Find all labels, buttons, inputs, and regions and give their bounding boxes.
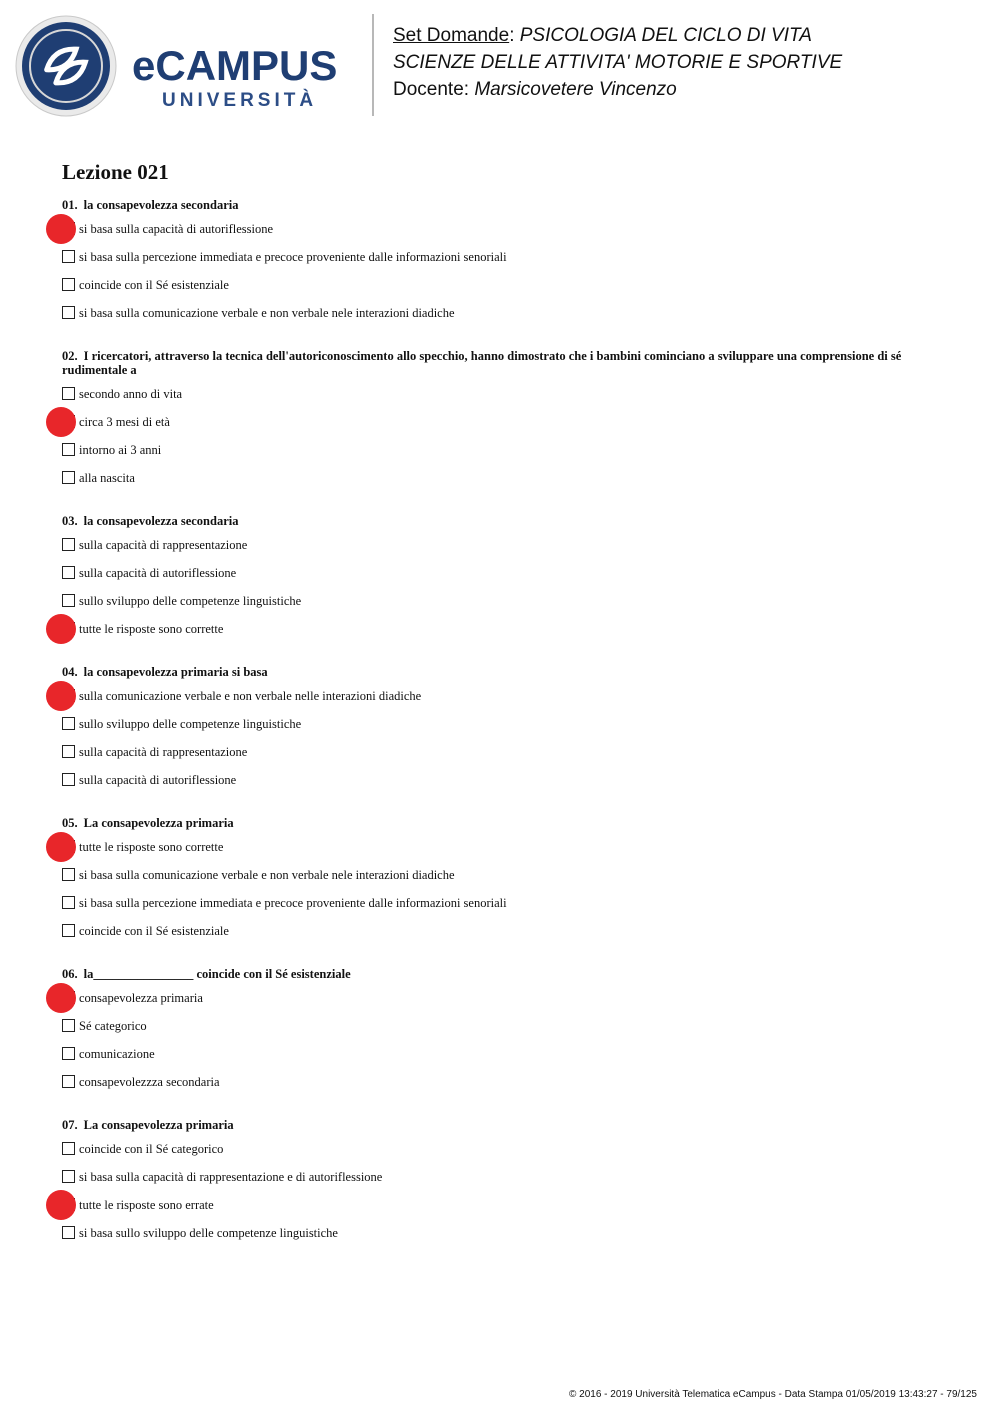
question-text <box>62 967 932 981</box>
question-prompt: la consapevolezza primaria si basa <box>83 665 268 679</box>
selected-answer-marker <box>46 614 76 644</box>
answer-checkbox[interactable] <box>62 1226 75 1239</box>
answer-label: tutte le risposte sono corrette <box>79 840 224 854</box>
question-number: 06. <box>62 967 78 981</box>
selected-answer-marker <box>46 1190 76 1220</box>
answer-option[interactable] <box>62 1046 932 1074</box>
answer-checkbox[interactable] <box>62 896 75 909</box>
answer-label: si basa sulla capacità di rappresentazione e di autoriflessione <box>79 1170 383 1184</box>
course-name: PSICOLOGIA DEL CICLO DI VITA <box>519 25 812 46</box>
header-info <box>393 22 842 103</box>
answer-label: coincide con il Sé esistenziale <box>79 924 229 938</box>
answer-option[interactable] <box>62 470 932 498</box>
answer-label: sulla capacità di rappresentazione <box>79 745 248 759</box>
answer-label: sulla capacità di autoriflessione <box>79 566 237 580</box>
answer-checkbox[interactable] <box>62 443 75 456</box>
answer-option[interactable] <box>62 1018 932 1046</box>
lesson-title: Lezione 021 <box>62 160 169 184</box>
answer-option[interactable] <box>62 839 932 867</box>
answer-label: sulla capacità di autoriflessione <box>79 773 237 787</box>
answer-label: secondo anno di vita <box>79 387 183 401</box>
answer-label: alla nascita <box>79 471 135 485</box>
answer-option[interactable] <box>62 895 932 923</box>
question-text <box>62 514 932 528</box>
answer-option[interactable] <box>62 221 932 249</box>
answer-option[interactable] <box>62 414 932 442</box>
set-line <box>393 22 842 49</box>
answer-label: si basa sulla percezione immediata e precoce proveniente dalle informazioni senoriali <box>79 896 507 910</box>
answer-option[interactable] <box>62 923 932 951</box>
answer-label: si basa sulla percezione immediata e precoce proveniente dalle informazioni senoriali <box>79 250 507 264</box>
question-number: 05. <box>62 816 78 830</box>
answer-checkbox[interactable] <box>62 1075 75 1088</box>
answer-label: tutte le risposte sono corrette <box>79 622 224 636</box>
answer-label: coincide con il Sé esistenziale <box>79 278 229 292</box>
answer-checkbox[interactable] <box>62 717 75 730</box>
answer-option[interactable] <box>62 386 932 414</box>
selected-answer-marker <box>46 681 76 711</box>
answer-checkbox[interactable] <box>62 566 75 579</box>
question-prompt: la consapevolezza secondaria <box>83 514 239 528</box>
answer-option[interactable] <box>62 305 932 333</box>
answer-checkbox[interactable] <box>62 773 75 786</box>
answer-label: intorno ai 3 anni <box>79 443 162 457</box>
question-1 <box>62 198 932 333</box>
answer-label: tutte le risposte sono errate <box>79 1198 214 1212</box>
answer-label: sulla comunicazione verbale e non verbale nelle interazioni diadiche <box>79 689 422 703</box>
question-text <box>62 349 932 377</box>
page-footer: © 2016 - 2019 Università Telematica eCampus - Data Stampa 01/05/2019 13:43:27 - 79/125 <box>569 1389 977 1400</box>
answer-label: comunicazione <box>79 1047 155 1061</box>
question-prompt: La consapevolezza primaria <box>83 1118 234 1132</box>
answer-checkbox[interactable] <box>62 1019 75 1032</box>
header-divider <box>372 14 374 116</box>
question-5 <box>62 816 932 951</box>
question-number: 07. <box>62 1118 78 1132</box>
question-prompt: la consapevolezza secondaria <box>83 198 239 212</box>
answer-checkbox[interactable] <box>62 250 75 263</box>
answer-label: sullo sviluppo delle competenze linguistiche <box>79 717 302 731</box>
answer-option[interactable] <box>62 1169 932 1197</box>
answer-checkbox[interactable] <box>62 924 75 937</box>
answer-checkbox[interactable] <box>62 538 75 551</box>
answer-option[interactable] <box>62 442 932 470</box>
logo-subtitle: UNIVERSITÀ <box>162 90 318 111</box>
answer-option[interactable] <box>62 772 932 800</box>
answer-label: Sé categorico <box>79 1019 147 1033</box>
answer-option[interactable] <box>62 565 932 593</box>
selected-answer-marker <box>46 983 76 1013</box>
answer-option[interactable] <box>62 1141 932 1169</box>
question-number: 02. <box>62 349 78 363</box>
answer-option[interactable] <box>62 990 932 1018</box>
question-3 <box>62 514 932 649</box>
question-text <box>62 816 932 830</box>
question-text <box>62 665 932 679</box>
answer-option[interactable] <box>62 744 932 772</box>
course-program: SCIENZE DELLE ATTIVITA' MOTORIE E SPORTIVE <box>393 52 843 73</box>
answer-option[interactable] <box>62 277 932 305</box>
question-6 <box>62 967 932 1102</box>
set-separator: : <box>509 25 520 46</box>
question-prompt: I ricercatori, attraverso la tecnica dell'autoriconoscimento allo specchio, hanno dimostrato che i bambini cominciano a sviluppare una comprensione di sé rudimentale a <box>62 349 902 377</box>
selected-answer-marker <box>46 214 76 244</box>
question-7 <box>62 1118 932 1253</box>
answer-option[interactable] <box>62 1074 932 1102</box>
question-number: 04. <box>62 665 78 679</box>
question-text <box>62 1118 932 1132</box>
selected-answer-marker <box>46 832 76 862</box>
answer-label: si basa sullo sviluppo delle competenze linguistiche <box>79 1226 338 1240</box>
teacher-line <box>393 76 842 103</box>
answer-checkbox[interactable] <box>62 594 75 607</box>
answer-option[interactable] <box>62 1225 932 1253</box>
answer-option[interactable] <box>62 621 932 649</box>
answer-option[interactable] <box>62 1197 932 1225</box>
answer-checkbox[interactable] <box>62 868 75 881</box>
answer-label: si basa sulla comunicazione verbale e non verbale nele interazioni diadiche <box>79 868 455 882</box>
question-prompt: la________________ coincide con il Sé esistenziale <box>83 967 351 981</box>
answer-option[interactable] <box>62 716 932 744</box>
selected-answer-marker <box>46 407 76 437</box>
answer-label: si basa sulla comunicazione verbale e non verbale nele interazioni diadiche <box>79 306 455 320</box>
answer-checkbox[interactable] <box>62 1142 75 1155</box>
answer-option[interactable] <box>62 867 932 895</box>
teacher-name: Marsicovetere Vincenzo <box>474 79 677 100</box>
question-prompt: La consapevolezza primaria <box>83 816 234 830</box>
ecampus-logo <box>14 14 359 120</box>
answer-option[interactable] <box>62 688 932 716</box>
answer-checkbox[interactable] <box>62 1047 75 1060</box>
question-number: 03. <box>62 514 78 528</box>
teacher-label: Docente: <box>393 79 475 100</box>
answer-checkbox[interactable] <box>62 745 75 758</box>
question-4 <box>62 665 932 800</box>
answer-checkbox[interactable] <box>62 278 75 291</box>
answer-option[interactable] <box>62 593 932 621</box>
question-2 <box>62 349 932 498</box>
answer-option[interactable] <box>62 249 932 277</box>
answer-label: si basa sulla capacità di autoriflessione <box>79 222 274 236</box>
answer-label: consapevolezzza secondaria <box>79 1075 220 1089</box>
answer-option[interactable] <box>62 537 932 565</box>
answer-label: sullo sviluppo delle competenze linguistiche <box>79 594 302 608</box>
answer-checkbox[interactable] <box>62 1170 75 1183</box>
answer-checkbox[interactable] <box>62 306 75 319</box>
answer-label: sulla capacità di rappresentazione <box>79 538 248 552</box>
answer-checkbox[interactable] <box>62 387 75 400</box>
course-line <box>393 49 842 76</box>
question-text <box>62 198 932 212</box>
logo-wordmark: eCAMPUS <box>132 42 338 89</box>
question-number: 01. <box>62 198 78 212</box>
answer-label: coincide con il Sé categorico <box>79 1142 224 1156</box>
answer-label: consapevolezza primaria <box>79 991 203 1005</box>
answer-checkbox[interactable] <box>62 471 75 484</box>
answer-label: circa 3 mesi di età <box>79 415 170 429</box>
set-label: Set Domande <box>393 25 510 46</box>
